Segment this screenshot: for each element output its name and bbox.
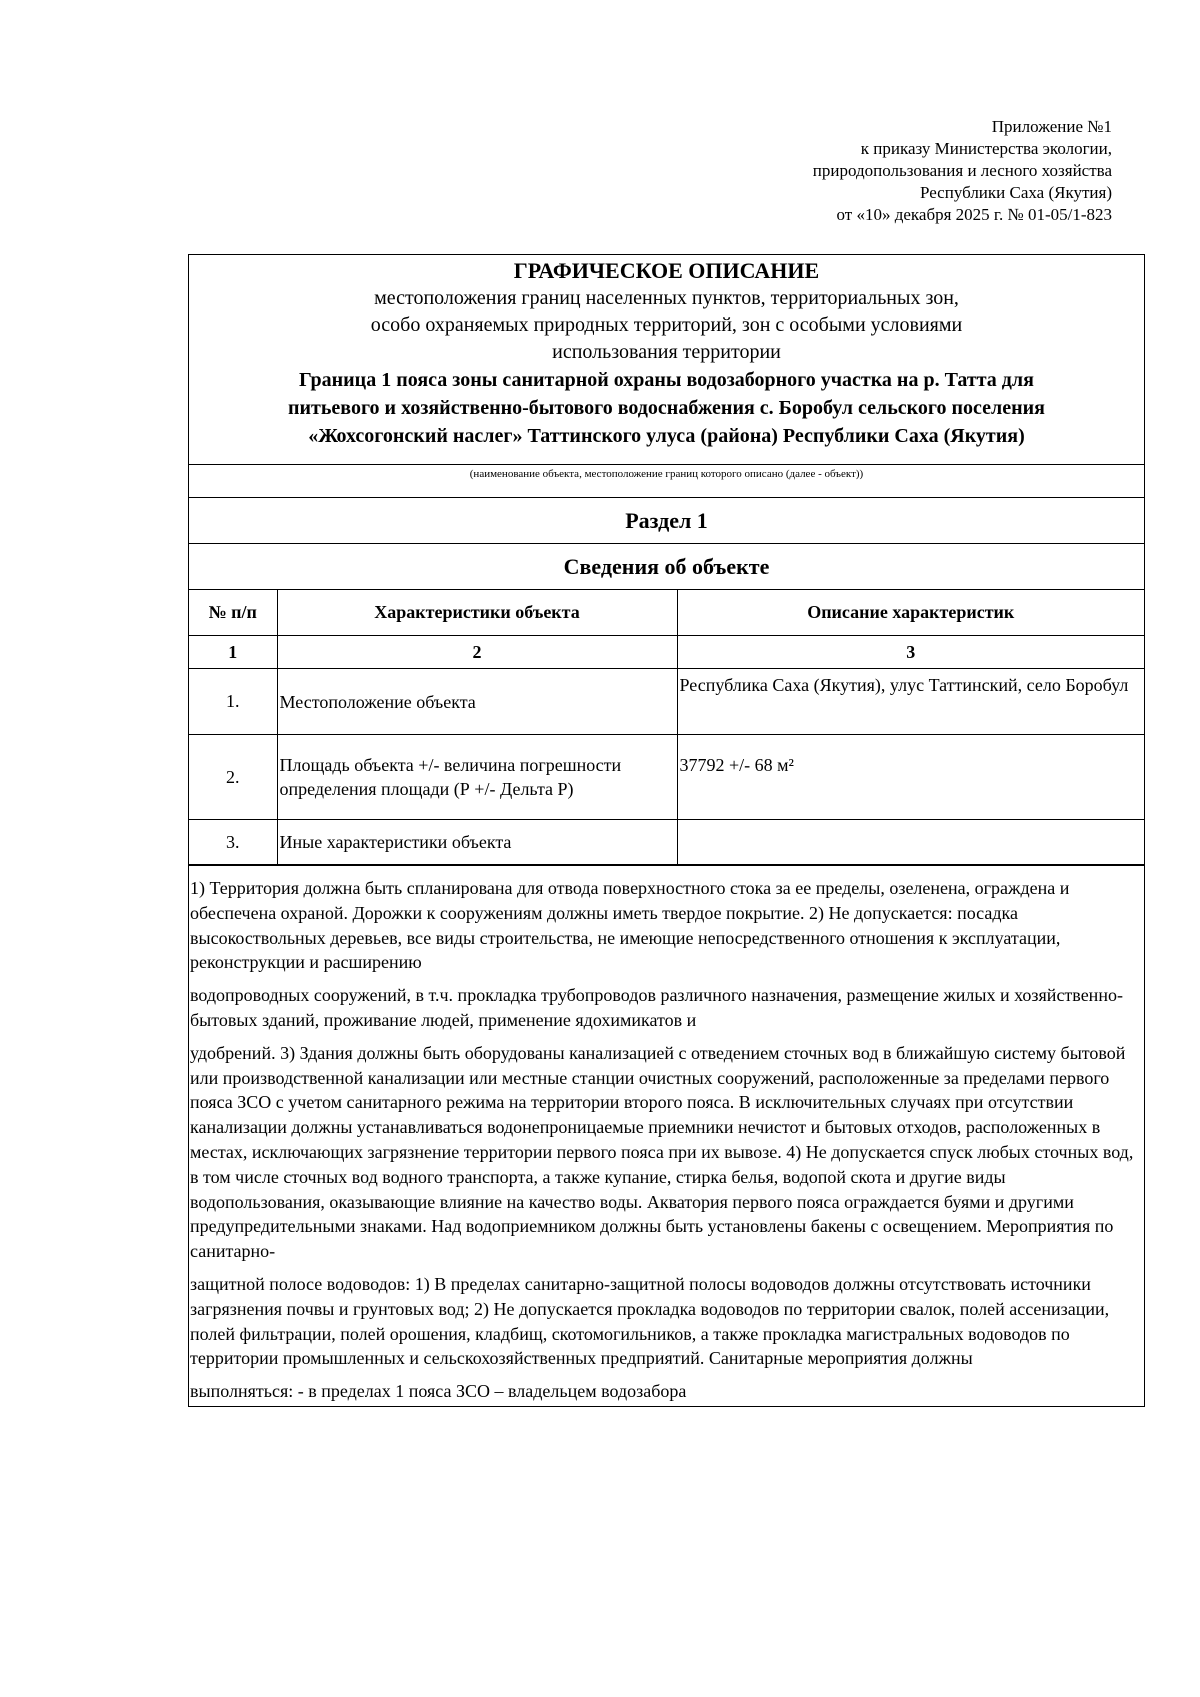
row-characteristic: Местоположение объекта: [277, 669, 677, 735]
column-number-row: [189, 636, 1144, 669]
text-paragraph: выполняться: - в пределах 1 пояса ЗСО – владельцем водозабора: [190, 1381, 687, 1402]
text-paragraph: водопроводных сооружений, в т.ч. прокладка трубопроводов различного назначения, размещение жилых и хозяйственно-бытовых зданий, проживание людей, применение ядохимикатов и: [190, 985, 1123, 1030]
object-name-line: «Жохсогонский наслег» Таттинского улуса (района) Республики Саха (Якутия): [308, 425, 1025, 447]
section-name: Сведения об объекте: [189, 544, 1144, 590]
order-date-number: от «10» декабря 2025 г. № 01-05/1-823: [836, 205, 1112, 224]
text-paragraph: 1) Территория должна быть спланирована для отвода поверхностного стока за ее пределы, озеленена, ограждена и обеспечена охраной. Дорожки к сооружениям должны иметь твердое покрытие. 2) Не допускается: посадка высокоствольных деревьев, все виды строительства, не имеющие непосредственного отношения к эксплуатации, реконструкции и расширению: [190, 878, 1070, 973]
document-subtitle-line: использования территории: [552, 341, 781, 363]
document-title: ГРАФИЧЕСКОЕ ОПИСАНИЕ: [513, 258, 820, 283]
row-description: 37792 +/- 68 м²: [677, 735, 1144, 820]
object-name-line: питьевого и хозяйственно-бытового водоснабжения с. Боробул сельского поселения: [287, 397, 1045, 419]
object-name-note: (наименование объекта, местоположение границ которого описано (далее - объект)): [189, 465, 1144, 498]
other-characteristics-text: [189, 865, 1144, 1406]
row-description: [677, 820, 1144, 865]
table-row: [189, 735, 1144, 820]
row-characteristic: Площадь объекта +/- величина погрешности определения площади (Р +/- Дельта Р): [277, 735, 677, 820]
text-paragraph: удобрений. 3) Здания должны быть оборудованы канализацией с отведением сточных вод в ближайшую систему бытовой или производственной канализации или местные станции очистных сооружений, расположенные за пределами первого пояса ЗСО с учетом санитарного режима на территории второго пояса. В исключительных случаях при отсутствии канализации должны устанавливаться водонепроницаемые приемники нечистот и бытовых отходов, расположенных в местах, исключающих загрязнение территории первого пояса при их вывозе. 4) Не допускается спуск любых сточных вод, в том числе сточных вод водного транспорта, а также купание, стирка белья, водопой скота и другие виды водопользования, оказывающие влияние на качество воды. Акватория первого пояса ограждается буями и другими предупредительными знаками. Над водоприемником должны быть установлены бакены с освещением. Мероприятия по санитарно-: [190, 1042, 1134, 1262]
text-paragraph: защитной полосе водоводов: 1) В пределах санитарно-защитной полосы водоводов должны отсутствовать источники загрязнения почвы и грунтовых вод; 2) Не допускается прокладка водоводов по территории свалок, полей ассенизации, полей фильтрации, полей орошения, кладбищ, скотомогильников, а также прокладка магистральных водоводов по территории промышленных и сельскохозяйственных предприятий. Санитарные мероприятия должны: [190, 1273, 1110, 1369]
title-block: [189, 255, 1144, 465]
section-number: Раздел 1: [189, 498, 1144, 544]
republic-name: Республики Саха (Якутия): [919, 183, 1112, 202]
row-number: 2.: [189, 735, 277, 820]
ministry-name: природопользования и лесного хозяйства: [812, 161, 1112, 180]
column-header-number: № п/п: [189, 590, 277, 636]
table-row: [189, 669, 1144, 735]
object-info-table: [189, 590, 1144, 865]
approval-header: [592, 116, 1112, 226]
object-name-line: Граница 1 пояса зоны санитарной охраны водозаборного участка на р. Татта для: [299, 369, 1034, 391]
column-header-characteristic: Характеристики объекта: [277, 590, 677, 636]
table-header-row: [189, 590, 1144, 636]
row-characteristic: Иные характеристики объекта: [277, 820, 677, 865]
row-number: 3.: [189, 820, 277, 865]
document-subtitle-line: местоположения границ населенных пунктов, территориальных зон,: [374, 287, 959, 309]
document-subtitle-line: особо охраняемых природных территорий, зон с особыми условиями: [370, 314, 963, 336]
table-row: [189, 820, 1144, 865]
row-description: Республика Саха (Якутия), улус Таттинский, село Боробул: [677, 669, 1144, 735]
document-frame: [188, 254, 1145, 1407]
column-number: 1: [189, 636, 277, 669]
row-number: 1.: [189, 669, 277, 735]
column-header-description: Описание характеристик: [677, 590, 1144, 636]
order-reference: к приказу Министерства экологии,: [860, 139, 1112, 158]
column-number: 3: [677, 636, 1144, 669]
appendix-number: Приложение №1: [991, 117, 1112, 136]
column-number: 2: [277, 636, 677, 669]
